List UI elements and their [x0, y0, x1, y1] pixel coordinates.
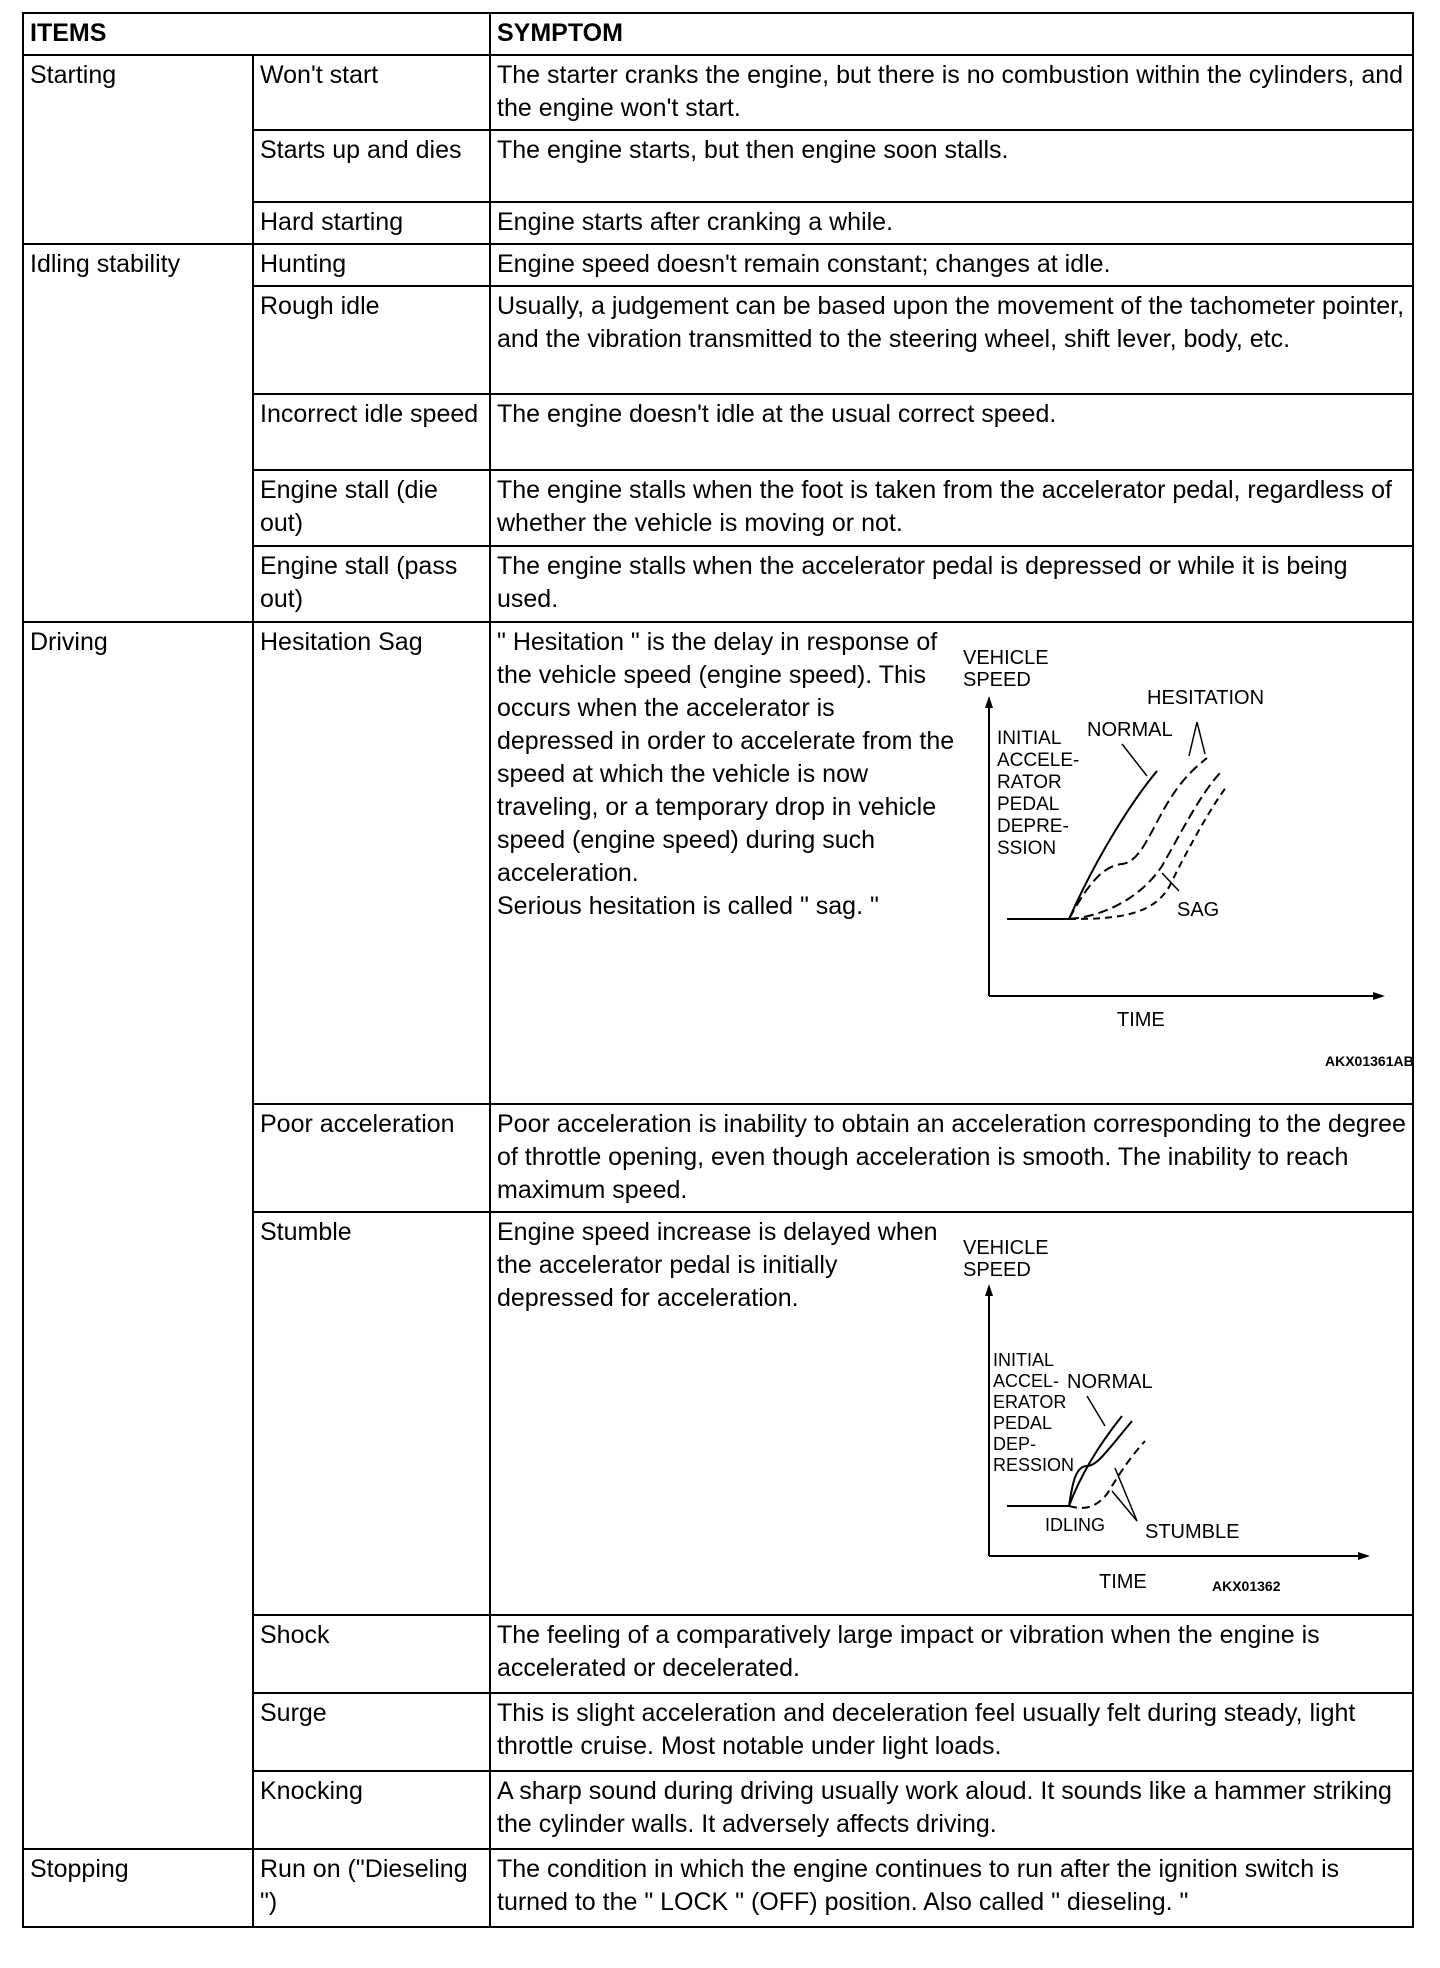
- hesitation-y-label-2: SPEED: [963, 669, 1031, 691]
- symptom-incorrect-idle-speed: The engine doesn't idle at the usual correct speed.: [490, 394, 1413, 470]
- table-header-row: [23, 13, 1413, 55]
- hesitation-text: [497, 626, 957, 1080]
- symptom-hard-starting: Engine starts after cranking a while.: [490, 202, 1413, 244]
- symptom-wont-start: The starter cranks the engine, but there is no combustion within the cylinders, and the engine won't start.: [490, 55, 1413, 130]
- table-row: [23, 1849, 1413, 1927]
- stumble-stumble-curve: [1069, 1421, 1132, 1506]
- header-symptom: SYMPTOM: [490, 13, 1413, 55]
- table-row: [23, 55, 1413, 130]
- symptom-table: [22, 12, 1414, 1928]
- hesitation-figure: [957, 626, 1414, 1080]
- group-stopping: Stopping: [23, 1849, 253, 1927]
- stumble-y-arrow: [985, 1284, 993, 1296]
- hesitation-diagram: [957, 626, 1414, 1071]
- hesitation-normal-label: NORMAL: [1087, 719, 1173, 741]
- stumble-text: Engine speed increase is delayed when the accelerator pedal is initially depressed for acceleration.: [497, 1218, 938, 1312]
- stumble-initial-line-3: ERATOR: [993, 1392, 1067, 1412]
- stumble-stumble-label: STUMBLE: [1145, 1521, 1240, 1543]
- hesitation-y-arrow: [985, 696, 993, 708]
- item-rough-idle: Rough idle: [253, 286, 490, 394]
- item-hard-starting: Hard starting: [253, 202, 490, 244]
- symptom-starts-up-and-dies: The engine starts, but then engine soon stalls.: [490, 130, 1413, 202]
- hesitation-sag-note: Serious hesitation is called " sag. ": [497, 892, 879, 920]
- hesitation-initial-line-5: DEPRE-: [997, 816, 1069, 837]
- hesitation-paragraph: " Hesitation " is the delay in response of the vehicle speed (engine speed). This occurs when the accelerator is depressed in order to accelerate from the speed at which the vehicle is now traveling, or a temporary drop in vehicle speed (engine speed) during such acceleration.: [497, 628, 955, 887]
- group-idling-stability: Idling stability: [23, 244, 253, 622]
- stumble-initial-line-5: DEP-: [993, 1434, 1037, 1454]
- symptom-hunting: Engine speed doesn't remain constant; changes at idle.: [490, 244, 1413, 286]
- stumble-idling-label: IDLING: [1045, 1515, 1106, 1535]
- hesitation-figure-code: AKX01361AB: [1325, 1053, 1414, 1069]
- item-wont-start: Won't start: [253, 55, 490, 130]
- symptom-knocking: A sharp sound during driving usually work aloud. It sounds like a hammer striking the cylinder walls. It adversely affects driving.: [490, 1771, 1413, 1849]
- table-row: [23, 244, 1413, 286]
- group-driving: Driving: [23, 622, 253, 1849]
- stumble-x-arrow: [1358, 1552, 1370, 1560]
- symptom-engine-stall-die-out: The engine stalls when the foot is taken from the accelerator pedal, regardless of whether the vehicle is moving or not.: [490, 470, 1413, 546]
- stumble-initial-line-4: PEDAL: [993, 1413, 1053, 1433]
- symptom-shock: The feeling of a comparatively large impact or vibration when the engine is accelerated or decelerated.: [490, 1615, 1413, 1693]
- header-items: ITEMS: [23, 13, 490, 55]
- item-knocking: Knocking: [253, 1771, 490, 1849]
- stumble-initial-line-1: INITIAL: [993, 1350, 1055, 1370]
- hesitation-initial-line-2: ACCELE-: [997, 750, 1080, 771]
- hesitation-x-label: TIME: [1117, 1009, 1165, 1031]
- hesitation-hesitation-label: HESITATION: [1147, 687, 1265, 709]
- item-engine-stall-pass-out: Engine stall (pass out): [253, 546, 490, 622]
- hesitation-y-label-1: VEHICLE: [963, 647, 1049, 669]
- symptom-engine-stall-pass-out: The engine stalls when the accelerator pedal is depressed or while it is being used.: [490, 546, 1413, 622]
- hesitation-hesitation-leader: [1189, 722, 1205, 756]
- symptom-stumble: [490, 1212, 1413, 1615]
- item-surge: Surge: [253, 1693, 490, 1771]
- hesitation-sag-curve: [1069, 771, 1222, 919]
- item-poor-acceleration: Poor acceleration: [253, 1104, 490, 1212]
- stumble-stumble-leader: [1112, 1468, 1137, 1521]
- hesitation-x-arrow: [1373, 992, 1385, 1000]
- stumble-y-label-1: VEHICLE: [963, 1237, 1049, 1259]
- stumble-initial-line-6: RESSION: [993, 1455, 1075, 1475]
- hesitation-normal-leader: [1122, 744, 1147, 776]
- stumble-diagram: [957, 1216, 1397, 1601]
- stumble-normal-leader: [1087, 1396, 1105, 1426]
- hesitation-sag-label: SAG: [1177, 899, 1220, 921]
- item-incorrect-idle-speed: Incorrect idle speed: [253, 394, 490, 470]
- stumble-x-label: TIME: [1099, 1571, 1147, 1593]
- hesitation-initial-line-6: SSION: [997, 838, 1057, 859]
- hesitation-initial-label: [997, 728, 1079, 859]
- item-shock: Shock: [253, 1615, 490, 1693]
- stumble-figure-code: AKX01362: [1212, 1578, 1281, 1594]
- hesitation-initial-line-4: PEDAL: [997, 794, 1060, 815]
- item-engine-stall-die-out: Engine stall (die out): [253, 470, 490, 546]
- item-hesitation-sag: Hesitation Sag: [253, 622, 490, 1104]
- hesitation-hesitation-curve: [1069, 758, 1207, 919]
- stumble-initial-label: [993, 1350, 1074, 1475]
- stumble-y-label-2: SPEED: [963, 1259, 1031, 1281]
- symptom-hesitation-sag: [490, 622, 1413, 1104]
- stumble-initial-line-2: ACCEL-: [993, 1371, 1060, 1391]
- symptom-run-on: The condition in which the engine continues to run after the ignition switch is turned to the " LOCK " (OFF) position. Also called " dieseling. ": [490, 1849, 1413, 1927]
- stumble-figure: [957, 1216, 1406, 1610]
- symptom-rough-idle: Usually, a judgement can be based upon the movement of the tachometer pointer, and the vibration transmitted to the steering wheel, shift lever, body, etc.: [490, 286, 1413, 394]
- item-starts-up-and-dies: Starts up and dies: [253, 130, 490, 202]
- symptom-surge: This is slight acceleration and deceleration feel usually felt during steady, light throttle cruise. Most notable under light loads.: [490, 1693, 1413, 1771]
- item-stumble: Stumble: [253, 1212, 490, 1615]
- table-row: [23, 622, 1413, 1104]
- hesitation-sag-leader: [1162, 873, 1179, 891]
- item-hunting: Hunting: [253, 244, 490, 286]
- symptom-poor-acceleration: Poor acceleration is inability to obtain an acceleration corresponding to the degree of throttle opening, even though acceleration is smooth. The inability to reach maximum speed.: [490, 1104, 1413, 1212]
- stumble-normal-label: NORMAL: [1067, 1371, 1153, 1393]
- group-starting: Starting: [23, 55, 253, 244]
- hesitation-initial-line-3: RATOR: [997, 772, 1062, 793]
- hesitation-initial-line-1: INITIAL: [997, 728, 1062, 749]
- item-run-on: Run on ("Dieseling "): [253, 1849, 490, 1927]
